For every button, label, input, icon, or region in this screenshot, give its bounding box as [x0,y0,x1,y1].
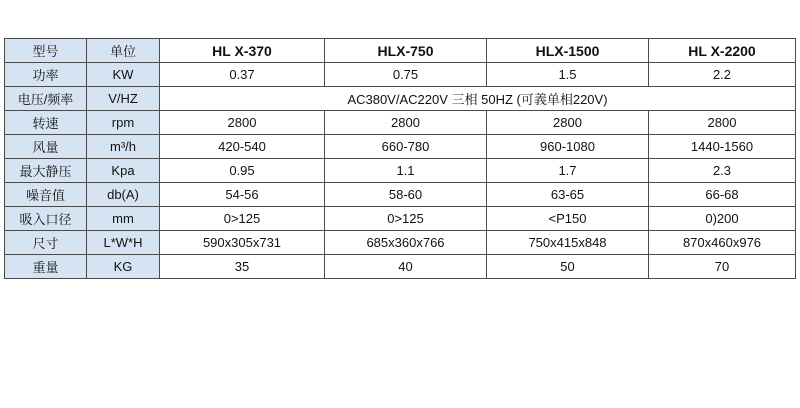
table-row-size [5,231,796,255]
spec-table [4,38,796,279]
model-name: HLX-1500 [487,39,649,63]
table-cell: 35 [160,255,325,279]
table-cell: 0)200 [649,207,796,231]
table-cell-span: AC380V/AC220V 三相 50HZ (可義单相220V) [160,87,796,111]
table-cell: 50 [487,255,649,279]
table-row-airflow [5,135,796,159]
table-row-power [5,63,796,87]
row-unit: m³/h [87,135,160,159]
table-cell: 2800 [160,111,325,135]
model-name: HL X-2200 [649,39,796,63]
table-row-inlet [5,207,796,231]
row-label: 转速 [5,111,87,135]
table-cell: 1440-1560 [649,135,796,159]
model-name: HL X-370 [160,39,325,63]
table-row-speed [5,111,796,135]
row-unit: L*W*H [87,231,160,255]
table-cell: 0.37 [160,63,325,87]
table-cell: 420-540 [160,135,325,159]
table-cell: 40 [325,255,487,279]
row-label: 吸入口径 [5,207,87,231]
table-cell: 2800 [487,111,649,135]
table-cell: 1.5 [487,63,649,87]
row-unit: KW [87,63,160,87]
table-row-pressure [5,159,796,183]
row-unit: Kpa [87,159,160,183]
header-param: 型号 [5,39,87,63]
row-unit: V/HZ [87,87,160,111]
table-cell: 590x305x731 [160,231,325,255]
header-unit: 单位 [87,39,160,63]
table-row-weight [5,255,796,279]
table-cell: 0.95 [160,159,325,183]
row-unit: mm [87,207,160,231]
header-row [5,39,796,63]
table-cell: 0>125 [160,207,325,231]
table-cell: 2800 [649,111,796,135]
row-label: 风量 [5,135,87,159]
table-cell: 63-65 [487,183,649,207]
row-label: 噪音值 [5,183,87,207]
table-cell: 2800 [325,111,487,135]
table-cell: 66-68 [649,183,796,207]
table-cell: 70 [649,255,796,279]
row-label: 尺寸 [5,231,87,255]
row-label: 重量 [5,255,87,279]
table-cell: 1.7 [487,159,649,183]
row-unit: KG [87,255,160,279]
table-cell: 870x460x976 [649,231,796,255]
table-cell: 2.3 [649,159,796,183]
row-label: 最大静压 [5,159,87,183]
row-label: 功率 [5,63,87,87]
table-cell: <P150 [487,207,649,231]
table-cell: 660-780 [325,135,487,159]
row-unit: rpm [87,111,160,135]
table-cell: 0.75 [325,63,487,87]
table-row-voltage [5,87,796,111]
row-label: 电压/频率 [5,87,87,111]
table-cell: 58-60 [325,183,487,207]
table-cell: 0>125 [325,207,487,231]
table-row-noise [5,183,796,207]
table-cell: 54-56 [160,183,325,207]
table-cell: 750x415x848 [487,231,649,255]
model-name: HLX-750 [325,39,487,63]
table-cell: 2.2 [649,63,796,87]
row-unit: db(A) [87,183,160,207]
table-cell: 960-1080 [487,135,649,159]
table-cell: 685x360x766 [325,231,487,255]
table-cell: 1.1 [325,159,487,183]
